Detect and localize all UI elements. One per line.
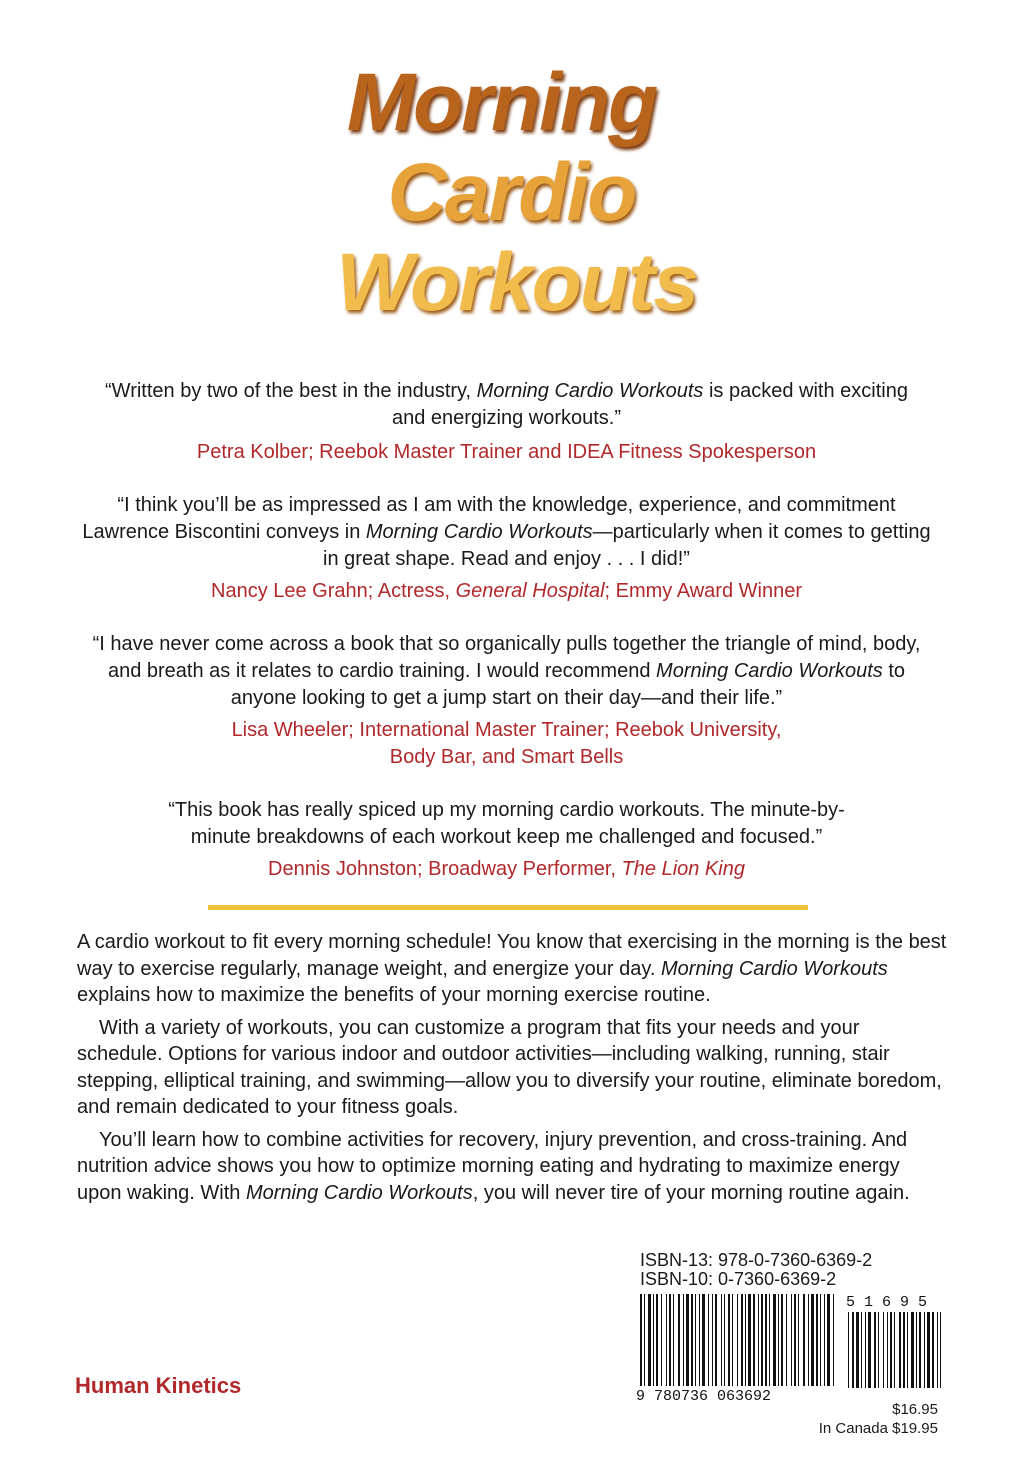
barcode-bar [803, 1294, 805, 1386]
barcode-bar [640, 1294, 642, 1386]
addon-barcode-bar [878, 1312, 879, 1388]
addon-barcode-bar [924, 1312, 925, 1388]
barcode-bar [712, 1294, 713, 1386]
barcode-bar [778, 1294, 779, 1386]
barcode-bar [666, 1294, 667, 1386]
book-description [77, 929, 947, 1206]
addon-barcode-bar [848, 1312, 849, 1388]
addon-barcode-bar [911, 1312, 914, 1388]
addon-barcode-bar [861, 1312, 862, 1388]
barcode-bar [741, 1294, 743, 1386]
addon-barcode-bar [865, 1312, 866, 1388]
barcode-bar [715, 1294, 717, 1386]
isbn-13: ISBN-13: 978-0-7360-6369-2 [640, 1250, 873, 1270]
addon-barcode-bar [940, 1312, 941, 1388]
endorsement-attribution-1: Petra Kolber; Reebok Master Trainer and IDEA Fitness Spokesperson [196, 441, 817, 463]
endorsement-quote-1: “Written by two of the best in the industry, Morning Cardio Workouts is packed with exciting and energizing workouts.” [105, 380, 908, 429]
price-canada: In Canada $19.95 [818, 1420, 938, 1437]
addon-barcode-bar [883, 1312, 884, 1388]
barcode-bar [811, 1294, 814, 1386]
addon-barcode-bar [868, 1312, 871, 1388]
barcode-bar [833, 1294, 834, 1386]
addon-barcode-bar [856, 1312, 859, 1388]
barcode-bar [691, 1294, 693, 1386]
title-line-2: Cardio [387, 147, 636, 238]
barcode-bar [753, 1294, 755, 1386]
barcode-bar [769, 1294, 770, 1386]
barcode-bar [781, 1294, 783, 1386]
addon-barcode-bar [890, 1312, 892, 1388]
endorsement-attribution-2: Nancy Lee Grahn; Actress, General Hospital; Emmy Award Winner [211, 580, 802, 602]
barcode-bar [798, 1294, 799, 1386]
endorsement-quote-2: “I think you’ll be as impressed as I am with the knowledge, experience, and commitment Lawrence Biscontini conveys in Morning Cardio Workouts—particularly when it comes to getting in great shape. Read and enjoy . . . I did!” [82, 494, 931, 570]
barcode-addon-digits: 5 1 6 9 5 [846, 1294, 928, 1311]
barcode-bar [732, 1294, 733, 1386]
barcode-bar [708, 1294, 709, 1386]
barcode-bar [786, 1294, 787, 1386]
addon-barcode-bar [894, 1312, 895, 1388]
addon-barcode-bar [937, 1312, 938, 1388]
addon-barcode-bar [874, 1312, 876, 1388]
barcode-bar [748, 1294, 751, 1386]
description-paragraph-2: With a variety of workouts, you can customize a program that fits your needs and your schedule. Options for various indoor and outdoor activities—including walking, running, stair stepping, elliptical training, and swimming—allow you to diversify your routine, eliminate boredom, and remain dedicated to your fitness goals. [77, 1016, 942, 1118]
endorsement-attribution-4: Dennis Johnston; Broadway Performer, The Lion King [268, 858, 745, 880]
barcode-bar [808, 1294, 809, 1386]
addon-barcode-bar [852, 1312, 854, 1388]
barcode-bar [745, 1294, 746, 1386]
barcode-bar [728, 1294, 730, 1386]
publisher-name: Human Kinetics [75, 1373, 242, 1398]
barcode [636, 1290, 956, 1408]
addon-barcode-bar [916, 1312, 917, 1388]
barcode-bar [695, 1294, 696, 1386]
barcode-bar [686, 1294, 689, 1386]
title-line-1: Morning [346, 57, 657, 148]
addon-barcode-bar [927, 1312, 930, 1388]
barcode-bar [737, 1294, 738, 1386]
barcode-bar [773, 1294, 776, 1386]
barcode-bar [758, 1294, 759, 1386]
barcode-bar [661, 1294, 662, 1386]
endorsement-quote-4: “This book has really spiced up my morning cardio workouts. The minute-by-minute breakdowns of each workout keep me challenged and focused.” [168, 799, 845, 848]
barcode-bar [816, 1294, 818, 1386]
barcode-bar [648, 1294, 651, 1386]
addon-barcode-bar [899, 1312, 901, 1388]
barcode-bar [721, 1294, 722, 1386]
barcode-main-digits: 9 780736 063692 [636, 1388, 772, 1405]
barcode-bar [656, 1294, 658, 1386]
barcode-bar [827, 1294, 830, 1386]
barcode-graphic [636, 1290, 956, 1408]
barcode-bar [678, 1294, 680, 1386]
barcode-bar [702, 1294, 705, 1386]
barcode-bar [673, 1294, 674, 1386]
barcode-bar [824, 1294, 825, 1386]
barcode-bar [724, 1294, 725, 1386]
endorsement-attribution-3: Lisa Wheeler; International Master Trainer; Reebok University, Body Bar, and Smart Bells [231, 719, 782, 768]
description-paragraph-1: A cardio workout to fit every morning schedule! You know that exercising in the morning is the best way to exercise regularly, manage weight, and energize your day. Morning Cardio Workouts explains how to maximize the benefits of your morning exercise routine. [77, 931, 947, 1006]
barcode-bar [791, 1294, 792, 1386]
endorsement-quote-3: “I have never come across a book that so organically pulls together the triangle of mind, body, and breath as it relates to cardio training. I would recommend Morning Cardio Workouts to anyone looking to get a jump start on their day—and their life.” [92, 633, 921, 709]
barcode-bar [820, 1294, 821, 1386]
book-title [0, 58, 1013, 328]
isbn-10: ISBN-10: 0-7360-6369-2 [640, 1269, 837, 1289]
barcode-bar [699, 1294, 700, 1386]
barcode-bar [794, 1294, 796, 1386]
barcode-bar [669, 1294, 671, 1386]
barcode-bar [765, 1294, 767, 1386]
title-line-3: Workouts [336, 237, 697, 328]
barcode-bar [644, 1294, 645, 1386]
barcode-bar [683, 1294, 684, 1386]
addon-barcode-bar [887, 1312, 888, 1388]
barcode-bar [761, 1294, 763, 1386]
barcode-bar [653, 1294, 654, 1386]
addon-barcode-bar [919, 1312, 921, 1388]
addon-barcode-bar [903, 1312, 905, 1388]
price-us: $16.95 [892, 1401, 938, 1418]
addon-barcode-bar [907, 1312, 908, 1388]
divider-rule [208, 905, 808, 910]
description-paragraph-3: You’ll learn how to combine activities for recovery, injury prevention, and cross-training. And nutrition advice shows you how to optimize morning eating and hydrating to maximize energy upon waking. With Morning Cardio Workouts, you will never tire of your morning routine again. [77, 1128, 910, 1204]
addon-barcode-bar [932, 1312, 934, 1388]
